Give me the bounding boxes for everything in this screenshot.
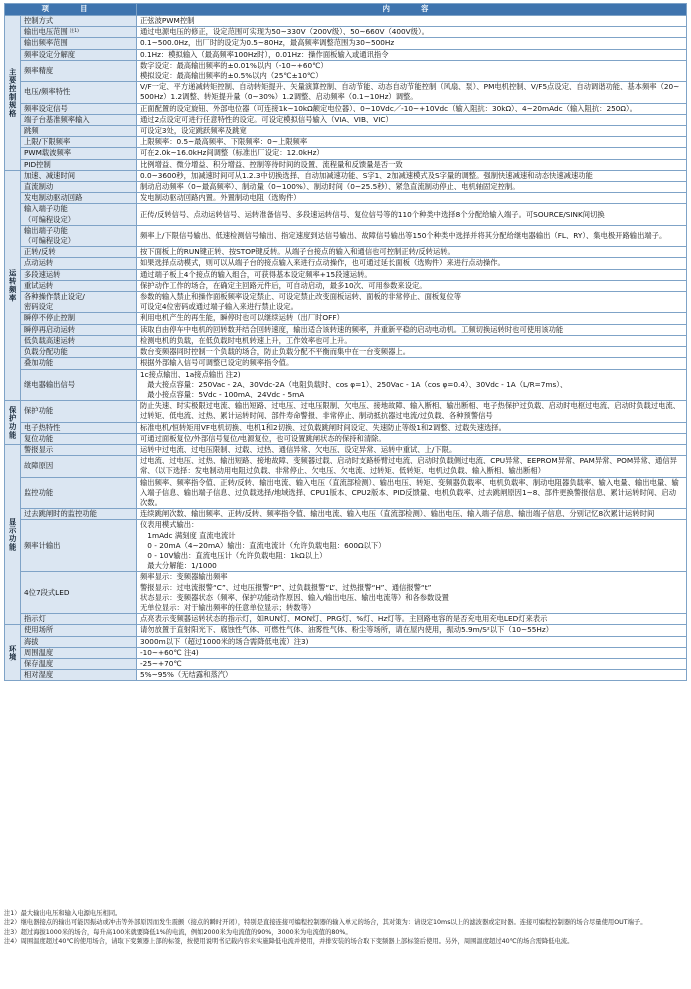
item-name: 低负载高速运转 bbox=[24, 335, 76, 345]
item-content: 根据外部输入信号可调整已设定的频率指令值。 bbox=[137, 358, 687, 369]
category-label: 显示功能 bbox=[5, 444, 21, 624]
item-cell bbox=[21, 27, 137, 38]
table-row bbox=[5, 572, 687, 614]
table-row bbox=[5, 614, 687, 625]
table-row bbox=[5, 182, 687, 193]
item-cell bbox=[21, 126, 137, 137]
item-content: 比例增益、微分增益、积分增益、控制等待时间的设置、流程量和反馈量是否一致 bbox=[137, 159, 687, 170]
item-content: -25~+70℃ bbox=[137, 658, 687, 669]
item-content: 5%~95%（无结露和蒸汽） bbox=[137, 670, 687, 681]
item-content: 过电流、过电压、过热、输出短路、接地故障、变频器过载、启动时支路桥臂过电流、启动时负载侧过电流、CPU异常、EEPROM异常、PAM异常、POM异常、通信异常、（以下选择：发电制动用电阻过负载、非常停止、欠电压、欠电流、过转矩、低转矩、电机过负载、输入断相、输出断相） bbox=[137, 456, 687, 477]
item-cell bbox=[21, 636, 137, 647]
item-cell bbox=[21, 401, 137, 422]
item-content: 按下面板上的RUN键正转、按STOP键反转。从端子台接点的输入和通信也可控制正转/反转运转。 bbox=[137, 247, 687, 258]
item-cell bbox=[21, 358, 137, 369]
item-cell bbox=[21, 520, 137, 572]
item-content: 通过2点设定可进行任意特性的设定。可设定模拟信号输入（VIA、VIB、VIC） bbox=[137, 114, 687, 125]
footnote-3: 注3）超过海拔1000米的场合，每升高100米就要降低1%的电流，例如2000米为电流值的90%，3000米为电流值的80%。 bbox=[4, 928, 352, 936]
item-cell bbox=[21, 137, 137, 148]
table-row bbox=[5, 137, 687, 148]
item-content: 可在2.0k~16.0kHz间调整（标准出厂设定：12.0kHz） bbox=[137, 148, 687, 159]
item-content: 可通过面板复位/外部信号复位/电源复位，也可设置跳闸状态的保持和清除。 bbox=[137, 433, 687, 444]
item-cell bbox=[21, 292, 137, 313]
item-name: 监控功能 bbox=[24, 487, 54, 497]
item-name: 4位7段式LED bbox=[24, 587, 70, 597]
item-cell bbox=[21, 422, 137, 433]
item-name: 过去跳闸时的监控功能 bbox=[24, 509, 97, 519]
table-row bbox=[5, 148, 687, 159]
table-row bbox=[5, 347, 687, 358]
table-row bbox=[5, 38, 687, 49]
item-content: 检测电机的负载，在低负载时电机转速上升，工作效率也可上升。 bbox=[137, 335, 687, 346]
item-cell bbox=[21, 324, 137, 335]
item-content: 可设定3处，设定跳跃频率及跳宽 bbox=[137, 126, 687, 137]
table-row bbox=[5, 269, 687, 280]
item-name: 电压/频率特性 bbox=[24, 87, 71, 97]
item-cell bbox=[21, 347, 137, 358]
item-cell bbox=[21, 625, 137, 636]
item-content: V/F一定、平方递减转矩控制、自动转矩提升、矢量演算控制、自动节能、动态自动节能控制（风扇、泵）、PM电机控制、V/F5点设定、自动调谐功能、基本频率（20~500Hz）1.2调整、转矩提升量（0~30%）1.2调整、启动频率（0.1~10Hz）调整。 bbox=[137, 82, 687, 103]
item-name: 发电制动驱动回路 bbox=[24, 193, 83, 203]
item-content: 数字设定：最高输出频率的±0.01%以内（-10~+60℃） 模拟设定：最高输出频率的±0.5%以内（25℃±10℃） bbox=[137, 60, 687, 81]
item-cell bbox=[21, 225, 137, 246]
item-content: 通过端子板上4个接点的输入组合，可获得基本设定频率+15段速运转。 bbox=[137, 269, 687, 280]
table-row bbox=[5, 247, 687, 258]
table-row bbox=[5, 193, 687, 204]
table-row bbox=[5, 280, 687, 291]
table-row bbox=[5, 625, 687, 636]
table-row bbox=[5, 258, 687, 269]
table-row bbox=[5, 114, 687, 125]
item-cell bbox=[21, 159, 137, 170]
item-name: 瞬停不停止控制 bbox=[24, 313, 76, 323]
item-content: 正传/反转信号、点动运转信号、运转准备信号、多段速运转信号、复位信号等的110个种类中选择8个分配给输入端子。可SOURCE/SINK间切换 bbox=[137, 204, 687, 225]
item-content: 发电制动驱动回路内置。外置制动电阻（选购件） bbox=[137, 193, 687, 204]
item-content: -10~+60℃ 注4) bbox=[137, 647, 687, 658]
item-cell bbox=[21, 247, 137, 258]
item-name: 继电器输出信号 bbox=[24, 379, 76, 389]
item-cell bbox=[21, 49, 137, 60]
table-row bbox=[5, 27, 687, 38]
item-name: 保护功能 bbox=[24, 406, 54, 416]
item-name: 复位功能 bbox=[24, 433, 54, 443]
table-row bbox=[5, 444, 687, 455]
item-name: 电子热特性 bbox=[24, 422, 61, 432]
item-cell bbox=[21, 280, 137, 291]
item-cell bbox=[21, 258, 137, 269]
table-row bbox=[5, 670, 687, 681]
item-content: 正弦波PWM控制 bbox=[137, 16, 687, 27]
item-cell bbox=[21, 170, 137, 181]
item-name: 加速、减速时间 bbox=[24, 170, 76, 180]
item-cell bbox=[21, 647, 137, 658]
item-name: 故障原因 bbox=[24, 461, 54, 471]
item-cell bbox=[21, 103, 137, 114]
item-name: 跳频 bbox=[24, 126, 39, 136]
item-content: 运转中过电流、过电压限制、过载、过热、通信异常、欠电压、设定异常、运转中重试、上/下限。 bbox=[137, 444, 687, 455]
item-cell bbox=[21, 335, 137, 346]
item-content: 读取自由停车中电机的回转数并结合回转速度，输出适合该转速的频率，并重新平稳的启动电动机。工频切换运转时也可使用该功能 bbox=[137, 324, 687, 335]
item-cell bbox=[21, 477, 137, 509]
footnote-2: 注2）继电器接点的输出可能因振动或冲击等外部原因而发生震颤（接点的瞬时开闭），特别是直接连接可编程控制器的输入单元的场合，其对策为：请设定10ms以上的滤波器或定时器。连接可编程控制器的场合尽量使用OUT端子。 bbox=[4, 919, 647, 927]
table-row bbox=[5, 225, 687, 246]
table-row bbox=[5, 159, 687, 170]
table-row bbox=[5, 401, 687, 422]
table-row bbox=[5, 49, 687, 60]
item-cell bbox=[21, 38, 137, 49]
table-row bbox=[5, 647, 687, 658]
item-content: 制动启动频率（0~最高频率）、制动量（0~100%）、制动时间（0~25.5秒）、紧急直流制动停止、电机轴固定控制。 bbox=[137, 182, 687, 193]
item-content: 3000m以下（超过1000米的场合需降低电流）注3) bbox=[137, 636, 687, 647]
item-content: 1c接点输出、1a接点输出 注2) 最大接点容量：250Vac - 2A、30Vdc-2A（电阻负载时、cos φ=1）、250Vac - 1A（cos φ=0.4）、30Vdc - 1A（L/R=7ms）、 最小接点容量：5Vdc - 100mA、24Vdc - 5mA bbox=[137, 369, 687, 401]
header-content: 内 容 bbox=[137, 4, 687, 16]
item-note-ref: 注1) bbox=[69, 29, 79, 35]
item-name: 输出电压范围 bbox=[24, 27, 68, 37]
table-row bbox=[5, 292, 687, 313]
item-name: 频率设定信号 bbox=[24, 103, 68, 113]
table-row bbox=[5, 313, 687, 324]
item-content: 上限频率：0.5~最高频率、下限频率：0~上限频率 bbox=[137, 137, 687, 148]
item-content: 参数的输入禁止和操作面板频率设定禁止、可设定禁止改变面板运转、面板的非常停止、面板复位等 可设定4位密码或通过端子输入来进行禁止设定。 bbox=[137, 292, 687, 313]
table-row bbox=[5, 16, 687, 27]
item-content: 点亮表示变频器运转状态的指示灯，如RUN灯、MON灯、PRG灯、%灯、Hz灯等。主回路电容的是否充电用充电LED灯来表示 bbox=[137, 614, 687, 625]
item-content: 0.1Hz：模拟输入（最高频率100Hz时），0.01Hz：操作面板输入或通讯指令 bbox=[137, 49, 687, 60]
item-cell bbox=[21, 82, 137, 103]
item-name: 输入端子功能 （可编程设定） bbox=[24, 204, 76, 224]
item-cell bbox=[21, 509, 137, 520]
item-cell bbox=[21, 614, 137, 625]
item-content: 利用电机产生的再生能，瞬停时也可以继续运转（出厂时OFF） bbox=[137, 313, 687, 324]
table-row bbox=[5, 60, 687, 81]
item-content: 标准电机/恒转矩用VF电机切换、电机1和2切换、过负载跳闸时间设定、失速防止等级1和2调整、过载失速选择。 bbox=[137, 422, 687, 433]
item-name: 端子台基准频率输入 bbox=[24, 114, 90, 124]
item-content: 0.0~3600秒，加减速时间可从1.2.3中切换选择、自动加减速功能、S字1、2加减速模式及S字量的调整。强制快速减速和动态快速减速功能 bbox=[137, 170, 687, 181]
item-cell bbox=[21, 369, 137, 401]
category-label: 主要控制规格 bbox=[5, 16, 21, 171]
item-content: 数台变频器同时控制一个负载的场合，防止负载分配不平衡而集中在一台变频器上。 bbox=[137, 347, 687, 358]
item-cell bbox=[21, 269, 137, 280]
item-cell bbox=[21, 148, 137, 159]
item-cell bbox=[21, 182, 137, 193]
item-name: 直流制动 bbox=[24, 182, 54, 192]
item-name: 输出频率范围 bbox=[24, 38, 68, 48]
item-content: 保护动作工作的场合，在确定主回路元件后，可自动启动，最多10次、可用参数来设定。 bbox=[137, 280, 687, 291]
table-row bbox=[5, 456, 687, 477]
table-row bbox=[5, 658, 687, 669]
item-cell bbox=[21, 313, 137, 324]
item-name: 各种操作禁止设定/ 密码设定 bbox=[24, 292, 85, 312]
item-name: 周围温度 bbox=[24, 647, 54, 657]
item-name: PID控制 bbox=[24, 159, 51, 169]
spec-sheet bbox=[4, 3, 687, 681]
item-cell bbox=[21, 456, 137, 477]
spec-body bbox=[5, 16, 687, 681]
category-label: 保护功能 bbox=[5, 401, 21, 445]
table-row bbox=[5, 636, 687, 647]
item-cell bbox=[21, 193, 137, 204]
item-cell bbox=[21, 433, 137, 444]
table-row bbox=[5, 126, 687, 137]
item-content: 输出频率、频率指令值、正转/反转、输出电流、输入电压（直流部检测）、输出电压、转矩、变频器负载率、电机负载率、制动电阻器负载率、输入电量、输出电量、输入端子信息、输出端子信息、过负载选择/地域选择、CPU1版本、CPU2版本、PID反馈量、电机负载率、过去跳闸原因1~8、部件更换警报信息、累计运转时间、启动次数。 bbox=[137, 477, 687, 509]
header-item: 项 目 bbox=[5, 4, 137, 16]
item-cell bbox=[21, 444, 137, 455]
table-row bbox=[5, 103, 687, 114]
item-name: 重试运转 bbox=[24, 280, 54, 290]
table-row bbox=[5, 335, 687, 346]
item-cell bbox=[21, 60, 137, 81]
item-name: 频率精度 bbox=[24, 65, 54, 75]
item-name: 频率计输出 bbox=[24, 540, 61, 550]
item-name: 正转/反转 bbox=[24, 247, 56, 257]
item-cell bbox=[21, 658, 137, 669]
table-row bbox=[5, 358, 687, 369]
category-label: 运转频率 bbox=[5, 170, 21, 400]
item-content: 如果选择点动模式，则可以从端子台的接点输入来进行点动操作，也可通过延长面板（选购件）来进行点动操作。 bbox=[137, 258, 687, 269]
table-row bbox=[5, 433, 687, 444]
item-name: 相对湿度 bbox=[24, 670, 54, 680]
table-row bbox=[5, 82, 687, 103]
table-row bbox=[5, 324, 687, 335]
item-cell bbox=[21, 114, 137, 125]
item-name: 使用场所 bbox=[24, 625, 54, 635]
item-content: 通过电源电压的修正，设定范围可实现为50~330V（200V级）、50~660V（400V级）。 bbox=[137, 27, 687, 38]
item-cell bbox=[21, 670, 137, 681]
table-row bbox=[5, 422, 687, 433]
item-name: 警报显示 bbox=[24, 444, 54, 454]
item-name: 指示灯 bbox=[24, 614, 46, 624]
item-name: 瞬停再启动运转 bbox=[24, 324, 76, 334]
item-name: PWM载波频率 bbox=[24, 148, 72, 158]
item-name: 输出端子功能 （可编程设定） bbox=[24, 225, 76, 246]
spec-table bbox=[4, 3, 687, 681]
item-name: 频率设定分解度 bbox=[24, 49, 76, 59]
item-name: 多段速运转 bbox=[24, 269, 61, 279]
item-content: 防止失速、时实极限过电流、输出短路、过电压、过电压限制、欠电压、接地故障、输入断相、输出断相、电子热保护过负载、启动时电枢过电流、启动时负载过电流、过转矩、低电流、过热、累计运转时间、部件寿命警报、非常停止、制动抵抗器过电流/过负载、各种预警信号 bbox=[137, 401, 687, 422]
item-content: 频率显示：变频器输出频率 警报显示：过电流报警“C”、过电压报警“P”、过负载报警“L”、过热报警“H”、通信报警“t” 状态显示：变频器状态（频率、保护功能动作原因、输入/输出电压、输出电流等）和各参数设置 无单位显示：对于输出频率的任意单位显示；转数等） bbox=[137, 572, 687, 614]
item-content: 请勿放置于直射阳光下、腐蚀性气体、可燃性气体、油雾性气体、粉尘等场所，请在屋内使用，振动5.9m/S²以下（10~55Hz） bbox=[137, 625, 687, 636]
item-content: 连续跳闸次数、输出频率、正转/反转、频率指令值、输出电流、输入电压（直流部检测）、输出电压、输入端子信息、输出端子信息、分别记忆8次累计运转时间 bbox=[137, 509, 687, 520]
item-name: 控制方式 bbox=[24, 16, 54, 25]
item-content: 频率上/下限信号输出、低速检测信号输出、指定速度到达信号输出、故障信号输出等150个种类中选择并将其分配给继电器输出（FL、RY）、集电极开路输出端子。 bbox=[137, 225, 687, 246]
footnote-4: 注4）周围温度超过40℃的使用场合，请取下变频器上部的标签，按使用说明书记载内容来实施降低电流并使用，并排安装的场合取下变频器上部标签后使用。另外，周围温度超过40℃的场合需降低电流。 bbox=[4, 937, 574, 945]
item-name: 上限/下限频率 bbox=[24, 137, 71, 147]
table-row bbox=[5, 477, 687, 509]
footnote-1: 注1）最大输出电压和输入电源电压相同。 bbox=[4, 910, 122, 917]
category-label: 环境 bbox=[5, 625, 21, 681]
item-name: 海拔 bbox=[24, 636, 39, 646]
item-cell bbox=[21, 204, 137, 225]
table-row bbox=[5, 520, 687, 572]
table-row bbox=[5, 369, 687, 401]
item-name: 点动运转 bbox=[24, 258, 54, 268]
footnotes bbox=[4, 909, 687, 946]
item-cell bbox=[21, 572, 137, 614]
item-content: 仪表用模式输出： 1mAdc 满刻度 直流电流计 0 - 20mA（4~20mA）输出：直流电流计（允许负载电阻：600Ω以下） 0 - 10V输出：直流电压计（允许负载电阻：1kΩ以上） 最大分解能：1/1000 bbox=[137, 520, 687, 572]
table-row bbox=[5, 170, 687, 181]
table-header-row bbox=[5, 4, 687, 16]
table-row bbox=[5, 204, 687, 225]
item-name: 叠加功能 bbox=[24, 358, 54, 368]
item-content: 0.1~500.0Hz，出厂时的设定为0.5~80Hz，最高频率调整范围为30~500Hz bbox=[137, 38, 687, 49]
table-row bbox=[5, 509, 687, 520]
item-cell bbox=[21, 16, 137, 27]
item-name: 负载分配功能 bbox=[24, 347, 68, 357]
item-name: 保存温度 bbox=[24, 658, 54, 668]
item-content: 正面配置的设定旋钮、外部电位器（可连接1k~10kΩ额定电位器）、0~10Vdc／-10~+10Vdc（输入阻抗：30kΩ）、4~20mAdc（输入阻抗：250Ω）。 bbox=[137, 103, 687, 114]
